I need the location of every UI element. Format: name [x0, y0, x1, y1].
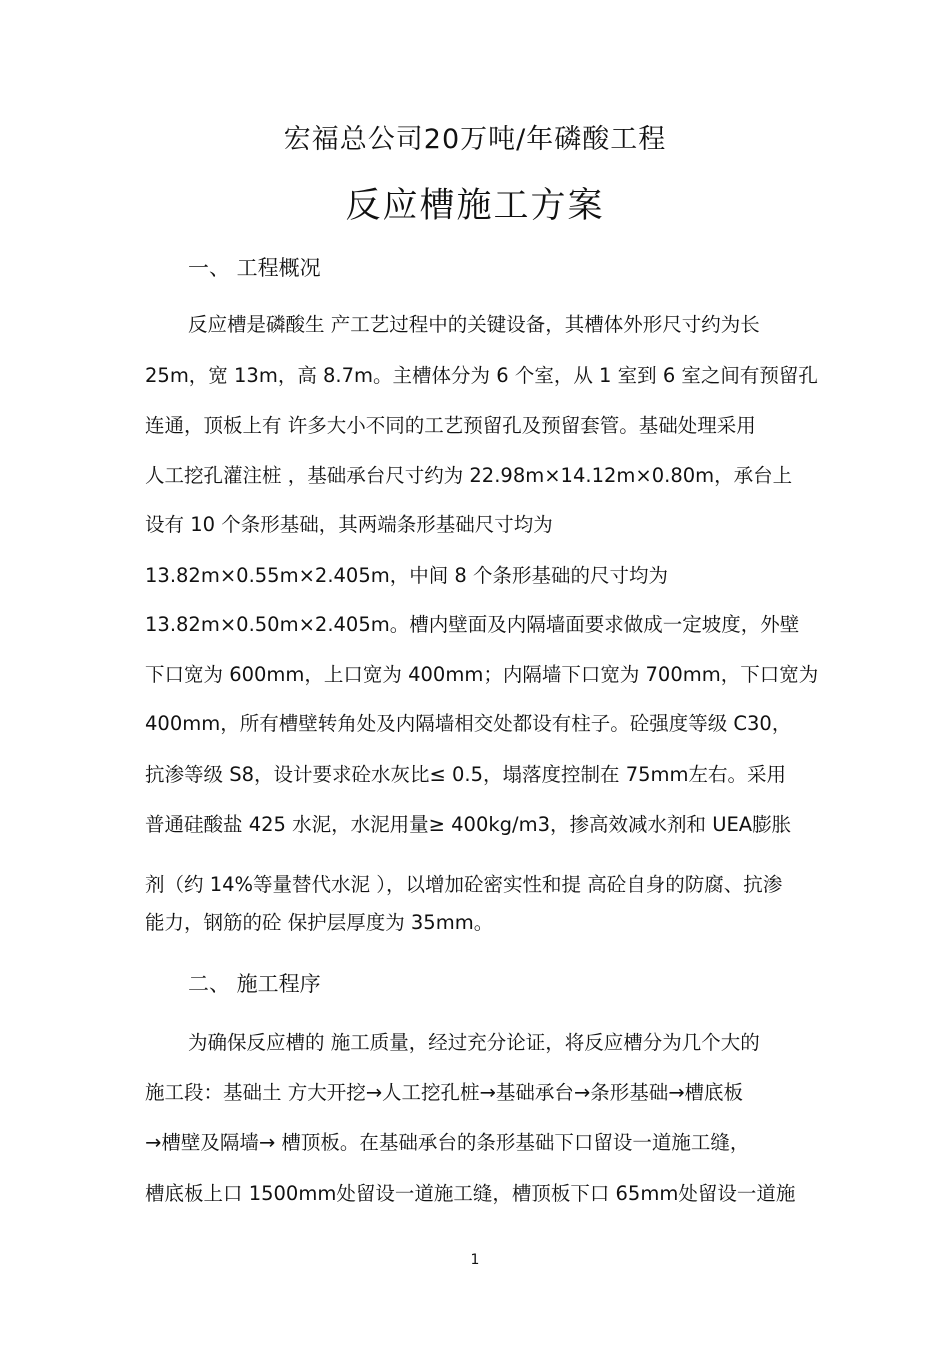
- paragraph-line: 设有 10 个条形基础，其两端条形基础尺寸均为: [145, 513, 553, 536]
- paragraph-line: 抗渗等级 S8，设计要求砼水灰比≤ 0.5，塌落度控制在 75mm左右。采用: [145, 763, 787, 786]
- paragraph-line: 连通，顶板上有 许多大小不同的工艺预留孔及预留套管。基础处理采用: [145, 414, 756, 437]
- paragraph-line: 下口宽为 600mm，上口宽为 400mm；内隔墙下口宽为 700mm，下口宽为: [145, 663, 819, 686]
- document-title-project: 宏福总公司20万吨/年磷酸工程: [283, 124, 667, 155]
- paragraph-line: 槽底板上口 1500mm处留设一道施工缝，槽顶板下口 65mm处留设一道施: [145, 1182, 796, 1205]
- paragraph-line: 人工挖孔灌注桩 ，基础承台尺寸约为 22.98m×14.12m×0.80m，承台上: [145, 464, 793, 487]
- paragraph-line: 能力，钢筋的砼 保护层厚度为 35mm。: [145, 911, 494, 934]
- document-title-plan: 反应槽施工方案: [345, 186, 605, 226]
- paragraph-line: →槽壁及隔墙→ 槽顶板。在基础承台的条形基础下口留设一道施工缝，: [145, 1131, 750, 1154]
- page-number: 1: [470, 1252, 480, 1268]
- paragraph-line: 400mm，所有槽壁转角处及内隔墙相交处都设有柱子。砼强度等级 C30，: [145, 712, 792, 735]
- paragraph-line: 13.82m×0.50m×2.405m。槽内壁面及内隔墙面要求做成一定坡度，外壁: [145, 613, 800, 636]
- paragraph-line: 剂（约 14%等量替代水泥 ），以增加砼密实性和提 高砼自身的防腐、抗渗: [145, 873, 783, 896]
- paragraph-line: 反应槽是磷酸生 产工艺过程中的关键设备，其槽体外形尺寸约为长: [188, 313, 760, 336]
- paragraph-line: 13.82m×0.55m×2.405m，中间 8 个条形基础的尺寸均为: [145, 564, 669, 587]
- section-1-heading: 一、 工程概况: [188, 256, 321, 280]
- section-2-heading: 二、 施工程序: [188, 972, 321, 996]
- paragraph-line: 普通硅酸盐 425 水泥，水泥用量≥ 400kg/m3，掺高效减水剂和 UEA膨胀: [145, 813, 792, 836]
- paragraph-line: 施工段：基础土 方大开挖→人工挖孔桩→基础承台→条形基础→槽底板: [145, 1081, 744, 1104]
- paragraph-line: 25m，宽 13m，高 8.7m。主槽体分为 6 个室，从 1 室到 6 室之间有预留孔: [145, 364, 818, 387]
- paragraph-line: 为确保反应槽的 施工质量，经过充分论证，将反应槽分为几个大的: [188, 1031, 760, 1054]
